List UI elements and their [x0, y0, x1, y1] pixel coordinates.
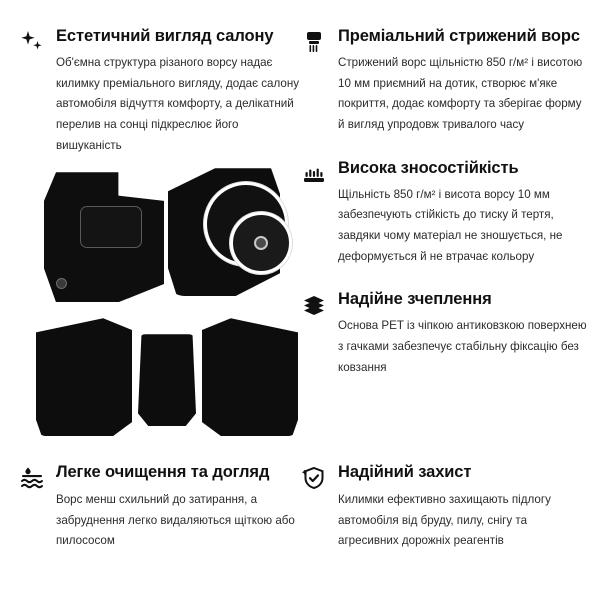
- pile-density-icon: [300, 160, 328, 188]
- feature-text: Основа PET із чіпкою антиковзкою поверхнею з гачками забезпечує стабільну фіксацію без ковзання: [338, 319, 587, 374]
- feature-protection: [300, 462, 600, 552]
- left-column: [18, 26, 300, 466]
- feature-durability: [300, 158, 600, 268]
- feature-title: Преміальний стрижений ворс: [338, 27, 580, 45]
- feature-care: [18, 462, 300, 552]
- mat-rear-right: [202, 318, 298, 436]
- layers-icon: [300, 291, 328, 319]
- shield-check-icon: [300, 464, 328, 492]
- feature-text: Килимки ефективно захищають підлогу автомобіля від бруду, пилу, снігу та агресивних дорожніх реагентів: [338, 493, 551, 548]
- brush-icon: [300, 28, 328, 56]
- feature-text: Об'ємна структура різаного ворсу надає килимку преміального вигляду, додає салону автомобіля відчуття комфорту, а делікатний перелив на сонці підкреслює його вишуканість: [56, 56, 300, 152]
- bottom-row: [18, 462, 582, 552]
- feature-title: Надійне зчеплення: [338, 290, 492, 309]
- mat-rear-left: [36, 318, 132, 436]
- mat-rear-center: [138, 334, 196, 426]
- mat-driver-heel-pad: [80, 206, 142, 248]
- product-image: [18, 166, 300, 466]
- sparkle-icon: [18, 28, 46, 56]
- feature-text: Щільність 850 г/м² і висота ворсу 10 мм забезпечують стійкість до тиску й тертя, завдяки чому матеріал не зношується, не деформується й не втрачає кольору: [338, 187, 563, 263]
- feature-text: Стрижений ворс щільністю 850 г/м² і висотою 10 мм приємний на дотик, створює м'яке покриття, додає комфорту та зберігає форму й вигляд упродовж тривалого часу: [338, 56, 583, 131]
- feature-premium-pile: [300, 26, 600, 136]
- feature-title: Легке очищення та догляд: [56, 463, 270, 481]
- feature-aesthetic: [18, 26, 300, 156]
- washing-icon: [18, 464, 46, 492]
- feature-title: Естетичний вигляд салону: [56, 27, 274, 45]
- feature-title: Надійний захист: [338, 463, 472, 481]
- feature-text: Ворс менш схильний до затирання, а забруднення легко видаляються щіткою або пилососом: [56, 493, 295, 548]
- pile-closeup-circle-small: [230, 212, 292, 274]
- features-grid: [18, 26, 587, 466]
- feature-grip: [300, 289, 600, 378]
- right-column: [300, 26, 600, 466]
- feature-title: Висока зносостійкість: [338, 158, 519, 177]
- mat-clip-closeup: [254, 236, 268, 250]
